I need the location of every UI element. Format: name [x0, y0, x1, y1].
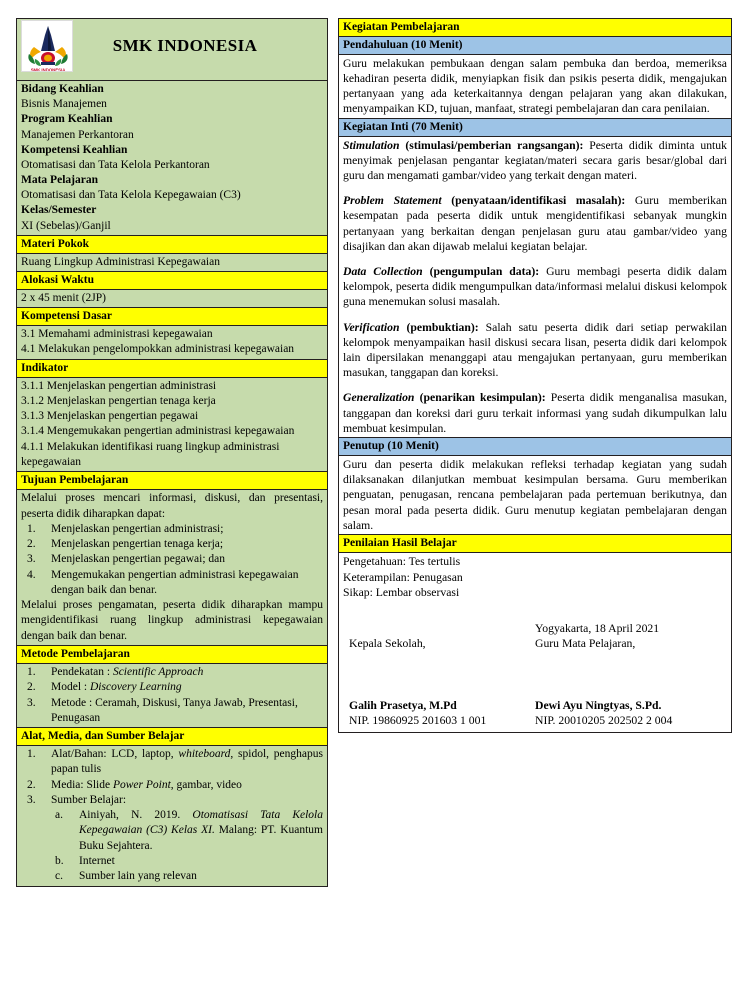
- sumber-sub2-pre: Sumber lain yang relevan: [79, 870, 197, 883]
- kegiatan-inti-header: Kegiatan Inti (70 Menit): [339, 118, 732, 136]
- list-item: 2. Menjelaskan pengertian tenaga kerja;: [27, 538, 224, 551]
- tujuan-item-0: Menjelaskan pengertian administrasi;: [51, 522, 224, 535]
- list-item: 2. Media: Slide Power Point, gambar, video: [27, 778, 242, 791]
- materi-pokok-body: Ruang Lingkup Administrasi Kepegawaian: [17, 253, 328, 271]
- pendahuluan-body-row: [339, 54, 732, 118]
- metode-header-row: [17, 646, 328, 664]
- list-item: 3. Menjelaskan pengertian pegawai; dan: [27, 553, 226, 566]
- alokasi-waktu-body-row: [17, 289, 328, 307]
- inti-step-3: [343, 320, 727, 381]
- metode-body-row: [17, 663, 328, 727]
- metode-em-1: Discovery Learning: [89, 681, 182, 694]
- penilaian-header-row: [339, 535, 732, 553]
- sumber-header: Alat, Media, dan Sumber Belajar: [17, 728, 328, 746]
- sumber-item3-label: Sumber Belajar:: [51, 793, 127, 806]
- indikator-item-2: 3.1.3 Menjelaskan pengertian pegawai: [21, 410, 199, 423]
- tujuan-body-row: [17, 490, 328, 646]
- school-header-row: [17, 19, 328, 81]
- pendahuluan-header-row: [339, 36, 732, 54]
- penilaian-line-2: Sikap: Lembar observasi: [343, 586, 460, 600]
- kompetensi-dasar-body-row: [17, 326, 328, 360]
- inti-sub-1: (penyataan/identifikasi masalah):: [441, 194, 626, 208]
- inti-text-0: Peserta didik diminta untuk menyimak penjelasan pengantar kegiatan/materi secara garis besar/global dari guru dan mengamati gambar/video yang terkait dengan materi.: [343, 138, 727, 183]
- penutup-text: Guru dan peserta didik melakukan refleksi terhadap kegiatan yang sudah dilaksanakan dilanjutkan membuat kesimpulan bersama. Guru memberikan penguatan, penugasan, rencana pembelajaran pada pertemuan berikutnya, dan pesan moral pada peserta didik. Guru menutup kegiatan pembelajaran dengan salam.: [343, 458, 727, 532]
- kompetensi-dasar-header-row: [17, 308, 328, 326]
- indikator-item-1: 3.1.2 Menjelaskan pengertian tenaga kerja: [21, 394, 216, 407]
- penilaian-line-0: Pengetahuan: Tes tertulis: [343, 554, 461, 568]
- list-item: 3. Metode : Ceramah, Diskusi, Tanya Jawab, Presentasi, Penugasan: [27, 696, 298, 724]
- signature-left-role: Kepala Sekolah,: [349, 636, 426, 650]
- inti-step-0: [343, 138, 727, 184]
- identity-value-4: XI (Sebelas)/Ganjil: [21, 219, 111, 232]
- pendahuluan-text: Guru melakukan pembukaan dengan salam pembuka dan berdoa, memeriksa kehadiran peserta didik, menyiapkan fisik dan psikis peserta didik, mengajukan pertanyaan yang ada keterkaitannya dengan pelajaran yang akan dilakukan, menyampaikan KD, tujuan, manfaat, strategi pembelajaran dan cara penilaian.: [343, 56, 727, 116]
- kd-item-1: 4.1 Melakukan pengelompokkan administrasi kepegawaian: [21, 343, 295, 356]
- svg-text:SMK INDONESIA: SMK INDONESIA: [30, 67, 66, 72]
- school-emblem-icon: [21, 20, 73, 72]
- alokasi-waktu-header-row: [17, 271, 328, 289]
- inti-sub-4: (penarikan kesimpulan):: [414, 391, 546, 405]
- penutup-body: [339, 456, 732, 535]
- identity-value-1: Manajemen Perkantoran: [21, 128, 134, 141]
- list-item: a. Ainiyah, N. 2019. Otomatisasi Tata Kelola Kepegawaian (C3) Kelas XI. Malang: PT. Kuantum Buku Sejahtera.: [55, 809, 324, 852]
- identity-row: [17, 81, 328, 236]
- inti-text-4: Peserta didik menganalisa masukan, tanggapan dan koreksi dari guru terkait informasi yang sudah dikumpulkan lalu membuat kesimpulan.: [343, 391, 727, 435]
- metode-tail-2: Ceramah, Diskusi, Tanya Jawab, Presentasi, Penugasan: [51, 696, 298, 724]
- tujuan-outro: Melalui proses pengamatan, peserta didik diharapkan mampu mengidentifikasi ruang lingkup administrasi kepegawaian dengan baik dan benar.: [21, 599, 323, 642]
- indikator-body: [17, 377, 328, 472]
- signature-right: [535, 621, 721, 652]
- sumber-list: [21, 747, 323, 885]
- sumber-body: [17, 746, 328, 887]
- metode-label-2: Metode :: [51, 696, 96, 709]
- tujuan-list: [21, 522, 323, 598]
- indikator-item-0: 3.1.1 Menjelaskan pengertian administrasi: [21, 379, 217, 392]
- list-item: 4. Mengemukakan pengertian administrasi kepegawaian dengan baik dan benar.: [27, 568, 299, 596]
- penutup-header: Penutup (10 Menit): [339, 438, 732, 456]
- inti-sub-0: (stimulasi/pemberian rangsangan):: [399, 138, 584, 152]
- identity-cell: [17, 81, 328, 236]
- metode-body: [17, 663, 328, 727]
- sumber-item2-em: Power Point: [112, 778, 171, 791]
- sumber-item1-em: whiteboard: [178, 748, 231, 761]
- inti-term-3: Verification: [343, 320, 400, 334]
- signature-place-date: Yogyakarta, 18 April 2021: [535, 621, 660, 635]
- list-item: b. Internet: [55, 855, 115, 867]
- identity-value-0: Bisnis Manajemen: [21, 98, 107, 111]
- metode-label-1: Model :: [51, 681, 90, 694]
- inti-header-row: [339, 118, 732, 136]
- pendahuluan-body: [339, 54, 732, 118]
- sumber-item1-post: , spidol, penghapus papan tulis: [51, 748, 323, 776]
- signature-left: [349, 621, 535, 652]
- kompetensi-dasar-body: [17, 326, 328, 360]
- sumber-sublist: [51, 808, 323, 884]
- left-column: [16, 18, 328, 887]
- inti-sub-3: (pembuktian):: [399, 320, 479, 334]
- identity-value-2: Otomatisasi dan Tata Kelola Perkantoran: [21, 158, 210, 171]
- kegiatan-inti-body: [339, 136, 732, 437]
- signature-left-name: Galih Prasetya, M.Pd: [349, 698, 457, 712]
- alokasi-waktu-header: Alokasi Waktu: [17, 271, 328, 289]
- penilaian-body-row: [339, 552, 732, 732]
- inti-body-row: [339, 136, 732, 437]
- tujuan-item-3: Mengemukakan pengertian administrasi kepegawaian dengan baik dan benar.: [51, 568, 299, 596]
- identity-table: [16, 18, 328, 887]
- inti-text-2: Guru membagi peserta didik dalam kelompok, peserta didik mengumpulkan data/informasi melalui diskusi kelompok guna menemukan solusi masalah.: [343, 265, 727, 309]
- tujuan-item-2: Menjelaskan pengertian pegawai; dan: [51, 553, 226, 566]
- kompetensi-dasar-header: Kompetensi Dasar: [17, 308, 328, 326]
- signature-left-names: [349, 698, 535, 729]
- identity-label-2: Kompetensi Keahlian: [21, 143, 128, 156]
- inti-text-3: Salah satu peserta didik dari setiap perwakilan kelompok menyampaikan hasil diskusi secara lisan, peserta didik dari kelompok lain dipersilakan menanggapi atau mengajukan pertanyaan, guru memberikan masukan, tanggapan dan koreksi.: [343, 320, 727, 380]
- inti-text-1: Guru memberikan kesempatan pada peserta didik untuk mengidentifikasi sebanyak mungkin pertanyaan yang berkaitan dengan penjelasan guru atau gambar/video yang disajikan dan akan dijawab melalui kegiatan belajar.: [343, 194, 728, 253]
- sumber-item2-pre: Media: Slide: [51, 778, 113, 791]
- penilaian-header: Penilaian Hasil Belajar: [339, 535, 732, 553]
- tujuan-header-row: [17, 472, 328, 490]
- kegiatan-main-header-row: [339, 19, 732, 37]
- tujuan-intro: Melalui proses mencari informasi, diskusi, dan presentasi, peserta didik diharapkan dapat:: [21, 492, 323, 520]
- materi-pokok-body-row: [17, 253, 328, 271]
- materi-pokok-header: Materi Pokok: [17, 235, 328, 253]
- indikator-header: Indikator: [17, 359, 328, 377]
- identity-label-3: Mata Pelajaran: [21, 174, 98, 187]
- indikator-item-4: 4.1.1 Melakukan identifikasi ruang lingkup administrasi kepegawaian: [21, 440, 280, 468]
- list-item: c. Sumber lain yang relevan: [55, 870, 197, 883]
- tujuan-item-1: Menjelaskan pengertian tenaga kerja;: [51, 538, 224, 551]
- indikator-header-row: [17, 359, 328, 377]
- right-column: [338, 18, 732, 733]
- sumber-sub0-pre: Ainiyah, N. 2019.: [79, 809, 193, 822]
- identity-label-4: Kelas/Semester: [21, 204, 97, 217]
- kegiatan-pembelajaran-header: Kegiatan Pembelajaran: [339, 19, 732, 37]
- tujuan-body: [17, 490, 328, 646]
- signature-block: [343, 601, 727, 732]
- tujuan-header: Tujuan Pembelajaran: [17, 472, 328, 490]
- penutup-header-row: [339, 438, 732, 456]
- inti-step-1: [343, 193, 727, 254]
- inti-term-2: Data Collection: [343, 265, 423, 279]
- penutup-body-row: [339, 456, 732, 535]
- kd-item-0: 3.1 Memahami administrasi kepegawaian: [21, 328, 213, 341]
- identity-label-0: Bidang Keahlian: [21, 83, 104, 95]
- sumber-header-row: [17, 728, 328, 746]
- penilaian-line-1: Keterampilan: Penugasan: [343, 570, 463, 584]
- list-item: 1. Alat/Bahan: LCD, laptop, whiteboard, spidol, penghapus papan tulis: [27, 748, 323, 776]
- school-name: SMK INDONESIA: [112, 36, 258, 55]
- list-item: 3. Sumber Belajar: a. Ainiyah, N. 2019. Otomatisasi Tata Kelola Kepegawaian (C3) Kelas XI. Malang: PT. Kuantum Buku Sejahtera. b. Internet c. Sumber lain yang relevan: [21, 793, 323, 885]
- list-item: 2. Model : Discovery Learning: [27, 681, 182, 694]
- identity-value-3: Otomatisasi dan Tata Kelola Kepegawaian (C3): [21, 189, 241, 202]
- pendahuluan-header: Pendahuluan (10 Menit): [339, 36, 732, 54]
- inti-term-0: Stimulation: [343, 138, 400, 152]
- signature-right-names: [535, 698, 721, 729]
- inti-term-4: Generalization: [343, 391, 415, 405]
- activities-table: [338, 18, 732, 733]
- metode-em-0: Scientific Approach: [112, 665, 204, 678]
- indikator-body-row: [17, 377, 328, 472]
- sumber-item2-post: , gambar, video: [170, 778, 242, 791]
- metode-list: [21, 665, 323, 726]
- list-item: 1. Menjelaskan pengertian administrasi;: [27, 522, 224, 535]
- inti-sub-2: (pengumpulan data):: [422, 265, 540, 279]
- school-header-cell: [17, 19, 328, 81]
- two-column-layout: [16, 18, 734, 887]
- materi-pokok-header-row: [17, 235, 328, 253]
- inti-step-2: [343, 264, 727, 310]
- metode-header: Metode Pembelajaran: [17, 646, 328, 664]
- signature-left-nip: NIP. 19860925 201603 1 001: [349, 713, 487, 727]
- sumber-sub0-post: Malang: PT. Kuantum Buku Sejahtera.: [79, 824, 323, 852]
- alokasi-waktu-body: 2 x 45 menit (2JP): [17, 289, 328, 307]
- signature-right-role: Guru Mata Pelajaran,: [535, 637, 636, 651]
- inti-term-1: Problem Statement: [343, 194, 442, 208]
- identity-label-1: Program Keahlian: [21, 113, 113, 126]
- metode-label-0: Pendekatan :: [51, 665, 113, 678]
- sumber-sub0-em: Otomatisasi Tata Kelola Kepegawaian (C3) Kelas XI.: [79, 809, 324, 837]
- sumber-sub1-pre: Internet: [79, 855, 115, 867]
- signature-right-nip: NIP. 20010205 202502 2 004: [535, 713, 673, 727]
- sumber-body-row: [17, 746, 328, 887]
- penilaian-body: [339, 552, 732, 732]
- signature-right-name: Dewi Ayu Ningtyas, S.Pd.: [535, 698, 662, 712]
- inti-step-4: [343, 390, 727, 436]
- list-item: 1. Pendekatan : Scientific Approach: [27, 665, 204, 678]
- indikator-item-3: 3.1.4 Mengemukakan pengertian administrasi kepegawaian: [21, 425, 295, 438]
- sumber-item1-pre: Alat/Bahan: LCD, laptop,: [51, 748, 179, 761]
